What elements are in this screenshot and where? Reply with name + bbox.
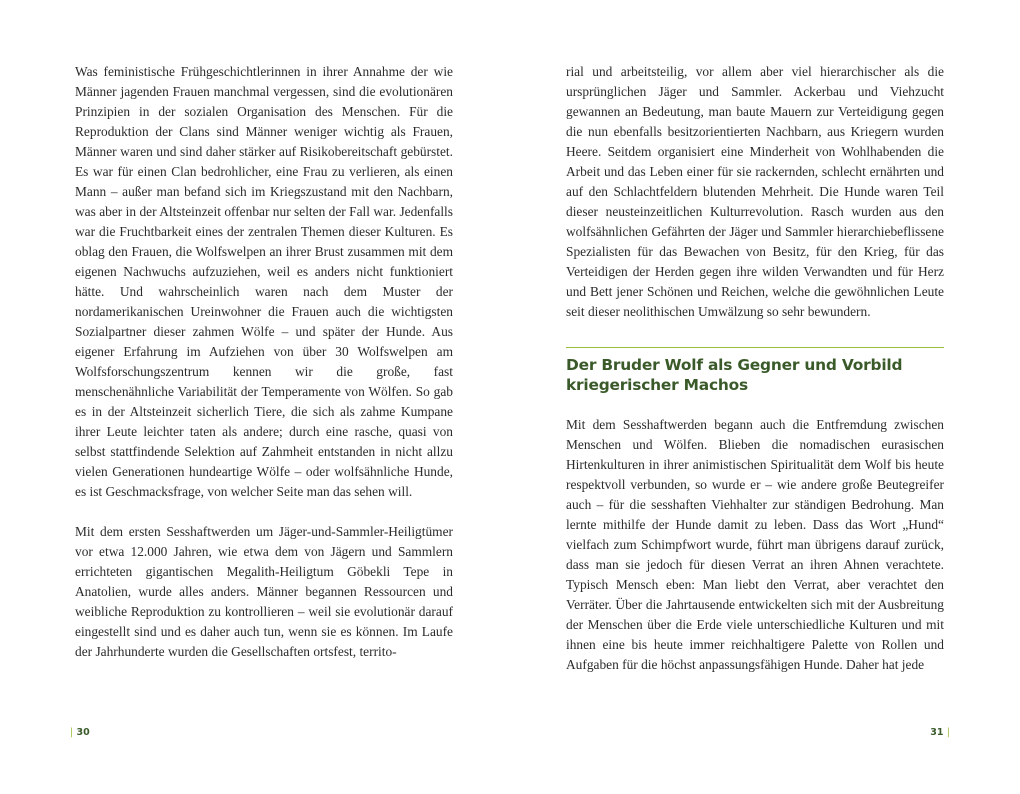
section-divider (566, 347, 944, 348)
page-number: 30 (76, 727, 90, 738)
right-page (510, 0, 1020, 794)
section-heading: Der Bruder Wolf als Gegner und Vorbild kriegerischer Machos (566, 356, 903, 394)
body-paragraph: Was feministische Frühgeschichtlerinnen in ihrer Annahme der wie Männer jagenden Frauen manchmal vergessen, sind die evolutionären Prinzipien in der sozialen Organisation des Menschen. Für die Reproduktion der Clans sind Männer weniger wichtig als Frauen, Männer waren und sind daher stärker auf Risikobereitschaft gebürstet. Es war für einen Clan bedrohlicher, eine Frau zu verlieren, als einen Mann – außer man befand sich im Kriegszustand mit den Nachbarn, was aber in der Altsteinzeit offenbar nur selten der Fall war. Jedenfalls war die Fruchtbarkeit eines der zentralen Themen dieser Kulturen. Es oblag den Frauen, die Wolfswelpen an ihrer Brust zusammen mit dem eigenen Nachwuchs aufzuziehen, weil es anders nicht funktioniert hätte. Und wahrscheinlich waren nach dem Muster der nordamerikanischen Ureinwohner die Frauen auch die wichtigsten Sozialpartner dieser zahmen Wölfe – und später der Hunde. Aus eigener Erfahrung im Aufziehen von über 30 Wolfswelpen am Wolfsforschungszentrum kennen wir die große, fast menschenähnliche Variabilität der Temperamente von Wölfen. So gab es in der Altsteinzeit sicherlich Tiere, die sich als zahme Kumpane ihrer Leute leichter taten als andere; durch eine rasche, quasi von selbst stattfindende Selektion auf Zahmheit entstanden in nicht allzu vielen Generationen hundeartige Wölfe – oder wolfsähnliche Hunde, es ist Geschmacksfrage, von welcher Seite man das sehen will. (75, 64, 453, 499)
page-number-left (70, 727, 90, 738)
folio-bar-icon: | (946, 727, 950, 738)
body-paragraph: Mit dem ersten Sesshaftwerden um Jäger-und-Sammler-Heiligtümer vor etwa 12.000 Jahren, wie etwa dem von Jägern und Sammlern errichteten gigantischen Megalith-Heiligtum Göbekli Tepe in Anatolien, wurde alles anders. Männer begannen Ressourcen und weibliche Reproduktion zu kontrollieren – weil sie evolutionär darauf eingestellt sind und es daher auch tun, wenn sie es können. Im Laufe der Jahrhunderte wurden die Gesellschaften ortsfest, territo- (75, 524, 453, 659)
folio-bar-icon: | (70, 727, 74, 738)
body-paragraph: Mit dem Sesshaftwerden begann auch die Entfremdung zwischen Menschen und Wölfen. Blieben die nomadischen eurasischen Hirtenkulturen in ihrer animistischen Spiritualität dem Wolf bis heute respektvoll verbunden, so wurde er – wie andere große Beutegreifer auch – für die sesshaften Viehhalter zur ständigen Bedrohung. Man lernte mithilfe der Hunde damit zu leben. Dass das Wort „Hund“ vielfach zum Schimpfwort wurde, führt man übrigens darauf zurück, dass man sie jedoch für diesen Verrat an ihren Ahnen verachtete. Typisch Mensch eben: Man liebt den Verrat, aber verachtet den Verräter. Über die Jahrtausende entwickelten sich mit der Ausbreitung der Menschen über die Erde viele unterschiedliche Kulturen und mit ihnen eine bis heute immer reichhaltigere Palette von Rollen und Aufgaben für die höchst anpassungsfähigen Hunde. Daher hat jede (566, 417, 944, 672)
left-text-column (75, 62, 453, 662)
page-number-right (930, 727, 950, 738)
body-paragraph: rial und arbeitsteilig, vor allem aber viel hierarchischer als die ursprünglichen Jäger und Sammler. Ackerbau und Viehzucht gewannen an Bedeutung, man baute Mauern zur Verteidigung gegen die nun ebenfalls besitzorientierten Nachbarn, aus Kriegern wurden Heere. Seitdem organisiert eine Minderheit von Wohlhabenden die Arbeit und das Leben einer für sie rackernden, schlecht ernährten und auf den Schlachtfeldern blutenden Mehrheit. Die Hunde waren Teil dieser neusteinzeitlichen Kulturrevolution. Rasch wurden aus den wolfsähnlichen Gefährten der Jäger und Sammler hierarchiebeflissene Spezialisten für das Bewachen von Besitz, für den Krieg, für das Verteidigen der Herden gegen ihre wilden Verwandten und für Herz und Bett jener Schönen und Reichen, welche die gewöhnlichen Leute seit dieser neolithischen Umwälzung so sehr bewundern. (566, 64, 944, 319)
right-text-column (566, 62, 944, 675)
page-number: 31 (930, 727, 944, 738)
